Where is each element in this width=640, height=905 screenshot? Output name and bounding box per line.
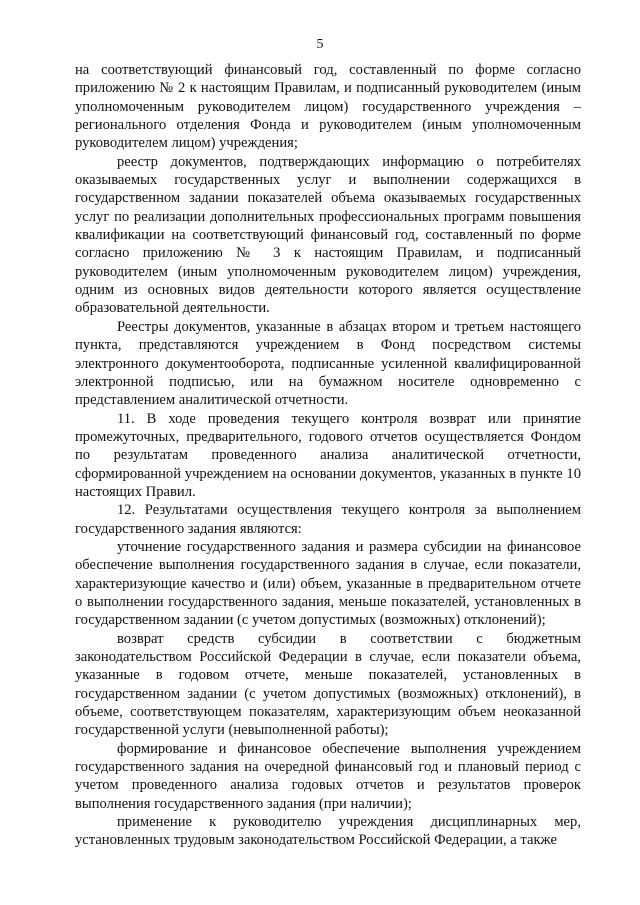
paragraph-subsidy-return: возврат средств субсидии в соответствии с бюджетным законодательством Российской Федерации в случае, если показатели объема, указанные в годовом отчете, меньше показателей, установленных в государственном задании (с учетом допустимых (возможных) отклонений), в объеме, соответствующем показателям, характеризующим объем неоказанной государственной услуги (невыполненной работы); <box>75 630 581 739</box>
paragraph-document-registry: реестр документов, подтверждающих информацию о потребителях оказываемых государственных услуг и выполнении содержащихся в государственном задании показателей объема оказываемых государственных услуг по реализации дополнительных профессиональных программ повышения квалификации на соответствующий финансовый год, составленный по форме согласно приложению № 3 к настоящим Правилам, и подписанный руководителем (иным уполномоченным руководителем лицом) учреждения, одним из основных видов деятельности которого является осуществление образовательной деятельности. <box>75 153 581 317</box>
paragraph-clause-11: 11. В ходе проведения текущего контроля возврат или принятие промежуточных, предварительного, годового отчетов осуществляется Фондом по результатам проведенного анализа аналитической отчетности, сформированной учреждением на основании документов, указанных в пункте 10 настоящих Правил. <box>75 410 581 500</box>
paragraph-disciplinary-measures: применение к руководителю учреждения дисциплинарных мер, установленных трудовым законодательством Российской Федерации, а также <box>75 814 581 849</box>
paragraph-task-financing: формирование и финансовое обеспечение выполнения учреждением государственного задания на очередной финансовый год и плановый период с учетом проведенного анализа годовых отчетов и результатов проверок выполнения государственного задания (при наличии); <box>75 740 581 812</box>
paragraph-registry-submission: Реестры документов, указанные в абзацах втором и третьем настоящего пункта, представляются учреждением в Фонд посредством системы электронного документооборота, подписанные усиленной квалифицированной электронной подписью, или на бумажном носителе одновременно с представлением аналитической отчетности. <box>75 318 581 409</box>
page-number: 5 <box>316 37 324 52</box>
paragraph-clause-12: 12. Результатами осуществления текущего контроля за выполнением государственного задания являются: <box>75 502 581 537</box>
paragraph-continuation: на соответствующий финансовый год, составленный по форме согласно приложению № 2 к настоящим Правилам, и подписанный руководителем (иным уполномоченным руководителем лицом) государственного учреждения – регионального отделения Фонда и руководителем (иным уполномоченным руководителем лицом) учреждения; <box>75 62 581 152</box>
document-body <box>75 61 581 850</box>
paragraph-task-adjustment: уточнение государственного задания и размера субсидии на финансовое обеспечение выполнения государственного задания в случае, если показатели, характеризующие качество и (или) объем, указанные в предварительном отчете о выполнении государственного задания, меньше показателей, установленных в государственном задании (с учетом допустимых (возможных) отклонений); <box>75 538 581 629</box>
